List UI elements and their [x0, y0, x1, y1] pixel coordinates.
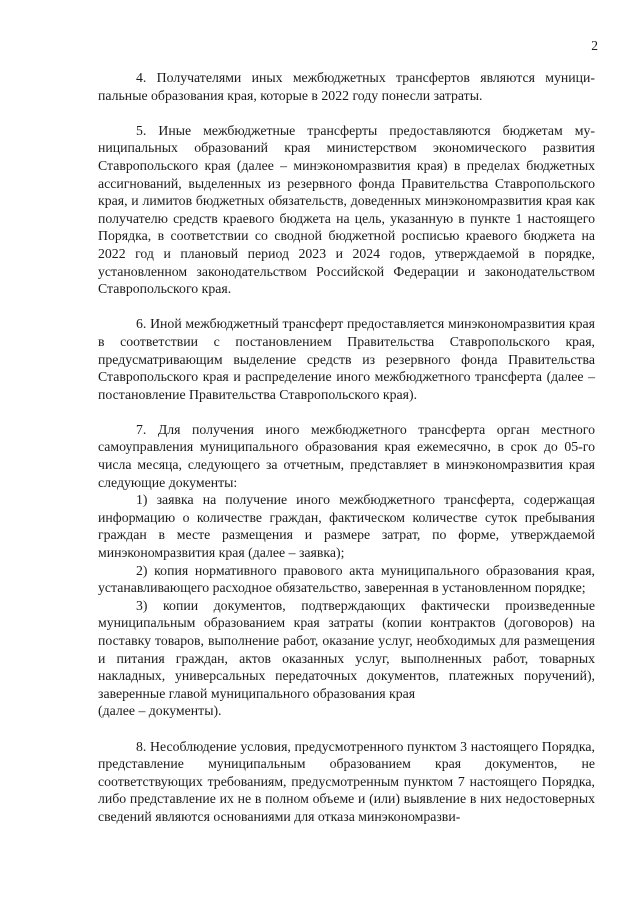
- document-body: [98, 69, 595, 826]
- paragraph-7: 7. Для получения иного межбюджетного трансферта орган местного самоуправления муниципального образования края ежемесячно, в срок до 05-го числа месяца, следующего за отчетным, представляет в минэкономразвития края следующие документы:: [98, 421, 595, 490]
- paragraph-7-tail: (далее – документы).: [98, 703, 222, 719]
- paragraph-7-item-1: 1) заявка на получение иного межбюджетного трансферта, содержащая информацию о количестве граждан, фактическом количестве суток пребывания граждан в месте размещения и размере затрат, по форме, утверждаемой минэкономразвития края (далее – заявка);: [98, 492, 595, 561]
- paragraph-7-item-2: 2) копия нормативного правового акта муниципального образования края, устанавливающего расходное обязательство, заверенная в установленном порядке;: [98, 562, 595, 596]
- paragraph-5: 5. Иные межбюджетные трансферты предоставляются бюджетам муниципальных образований края министерством экономического развития Ставропольского края (далее – минэкономразвития края) в пределах бюджетных ассигнований, выделенных из резервного фонда Правительства Ставропольского края, и лимитов бюджетных обязательств, доведенных минэкономразвития края как получателю средств краевого бюджета на цель, указанную в пункте 1 настоящего Порядка, в соответствии со сводной бюджетной росписью краевого бюджета на 2022 год и плановый период 2023 и 2024 годов, утверждаемой в порядке, установленном законодательством Российской Федерации и законодательством Ставропольского края.: [98, 122, 595, 297]
- page-number: 2: [591, 38, 598, 53]
- paragraph-7-item-3: 3) копии документов, подтверждающих фактически произведенные муниципальным образованием края затраты (копии контрактов (договоров) на поставку товаров, выполнение работ, оказание услуг, необходимых для размещения и питания граждан, актов оказанных услуг, выполненных работ, товарных накладных, универсальных передаточных документов, платежных поручений), заверенные главой муниципального образования края: [98, 597, 595, 701]
- paragraph-6: 6. Иной межбюджетный трансферт предоставляется минэкономразвития края в соответствии с постановлением Правительства Ставропольского края, предусматривающим выделение средств из резервного фонда Правительства Ставропольского края и распределение иного межбюджетного трансферта (далее – постановление Правительства Ставропольского края).: [98, 316, 595, 402]
- paragraph-4: 4. Получателями иных межбюджетных трансфертов являются муниципальные образования края, которые в 2022 году понесли затраты.: [98, 70, 595, 103]
- paragraph-8: 8. Несоблюдение условия, предусмотренного пунктом 3 настоящего Порядка, представление муниципальным образованием края документов, не соответствующих требованиям, предусмотренным пунктом 7 настоящего Порядка, либо представление их не в полном объеме и (или) выявление в них недостоверных сведений являются основаниями для отказа минэкономразви-: [98, 738, 595, 824]
